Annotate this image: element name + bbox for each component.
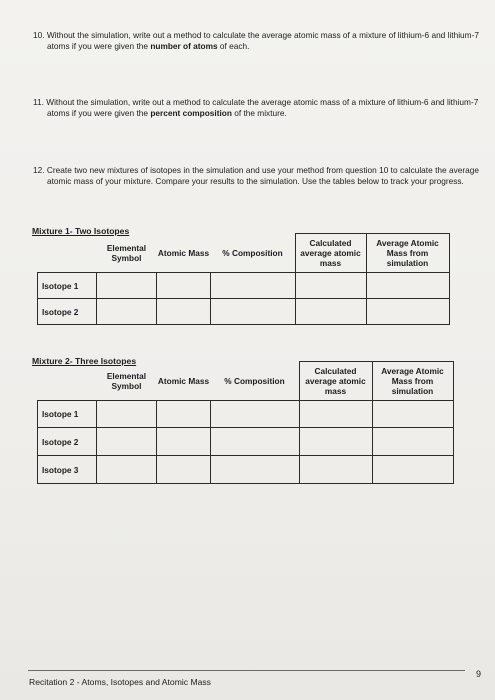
percent-composition-cell[interactable] bbox=[211, 456, 300, 484]
elemental-symbol-cell[interactable] bbox=[97, 401, 157, 428]
question-12 bbox=[33, 165, 479, 186]
header-average-from-simulation: Average Atomic Mass from simulation bbox=[372, 362, 453, 401]
header-blank-cell bbox=[38, 234, 97, 273]
mixture-1-table bbox=[37, 233, 450, 325]
atomic-mass-cell[interactable] bbox=[157, 299, 211, 325]
question-10 bbox=[33, 30, 479, 51]
simulation-average-cell[interactable] bbox=[366, 299, 449, 325]
question-11-text: Without the simulation, write out a method to calculate the average atomic mass of a mixture of lithium-6 and lithium-7 atoms if you were given the bbox=[46, 97, 479, 118]
mixture-1-row-1 bbox=[38, 273, 450, 299]
row-label: Isotope 3 bbox=[38, 456, 97, 484]
elemental-symbol-cell[interactable] bbox=[97, 428, 157, 456]
question-11-bold: percent composition bbox=[150, 107, 232, 118]
percent-composition-cell[interactable] bbox=[211, 428, 300, 456]
row-label: Isotope 2 bbox=[38, 299, 97, 325]
simulation-average-cell[interactable] bbox=[372, 456, 453, 484]
mixture-2-row-2 bbox=[38, 428, 454, 456]
atomic-mass-cell[interactable] bbox=[157, 428, 211, 456]
mixture-2-row-3 bbox=[38, 456, 454, 484]
calculated-average-cell[interactable] bbox=[299, 428, 372, 456]
percent-composition-cell[interactable] bbox=[211, 273, 296, 299]
elemental-symbol-cell[interactable] bbox=[97, 273, 157, 299]
question-10-number: 10. bbox=[33, 30, 45, 40]
header-average-from-simulation: Average Atomic Mass from simulation bbox=[366, 234, 449, 273]
row-label: Isotope 1 bbox=[38, 401, 97, 428]
calculated-average-cell[interactable] bbox=[295, 299, 366, 325]
header-calculated-average: Calculated average atomic mass bbox=[299, 362, 372, 401]
mixture-2-row-1 bbox=[38, 401, 454, 428]
header-elemental-symbol: Elemental Symbol bbox=[97, 362, 157, 401]
percent-composition-cell[interactable] bbox=[211, 299, 296, 325]
simulation-average-cell[interactable] bbox=[366, 273, 449, 299]
question-11 bbox=[33, 97, 479, 118]
header-calculated-average: Calculated average atomic mass bbox=[295, 234, 366, 273]
footer-divider bbox=[28, 670, 465, 671]
question-10-text-end: of each. bbox=[217, 40, 250, 51]
mixture-1-header-row bbox=[38, 234, 450, 273]
calculated-average-cell[interactable] bbox=[295, 273, 366, 299]
question-12-text: Create two new mixtures of isotopes in the simulation and use your method from question 10 to calculate the average atomic mass of your mixture. Compare your results to the simulation. Use the tables below to track your progress. bbox=[46, 165, 479, 186]
mixture-2-header-row bbox=[38, 362, 454, 401]
elemental-symbol-cell[interactable] bbox=[97, 456, 157, 484]
question-12-number: 12. bbox=[33, 165, 45, 175]
mixture-1-row-2 bbox=[38, 299, 450, 325]
header-atomic-mass: Atomic Mass bbox=[157, 362, 211, 401]
calculated-average-cell[interactable] bbox=[299, 456, 372, 484]
row-label: Isotope 1 bbox=[38, 273, 97, 299]
atomic-mass-cell[interactable] bbox=[157, 273, 211, 299]
percent-composition-cell[interactable] bbox=[211, 401, 300, 428]
mixture-2-caption: Mixture 2- Three Isotopes bbox=[32, 356, 137, 366]
page-number: 9 bbox=[476, 669, 482, 679]
question-10-bold: number of atoms bbox=[150, 40, 218, 51]
question-11-number: 11. bbox=[33, 97, 44, 107]
header-percent-composition: % Composition bbox=[211, 234, 296, 273]
footer-title: Recitation 2 - Atoms, Isotopes and Atomic Mass bbox=[29, 677, 211, 687]
row-label: Isotope 2 bbox=[38, 428, 97, 456]
calculated-average-cell[interactable] bbox=[299, 401, 372, 428]
simulation-average-cell[interactable] bbox=[372, 428, 453, 456]
mixture-1-caption: Mixture 1- Two Isotopes bbox=[32, 226, 130, 236]
elemental-symbol-cell[interactable] bbox=[97, 299, 157, 325]
header-percent-composition: % Composition bbox=[211, 362, 300, 401]
mixture-2-table bbox=[37, 361, 454, 484]
atomic-mass-cell[interactable] bbox=[157, 456, 211, 484]
header-blank-cell bbox=[38, 362, 97, 401]
question-10-text: Without the simulation, write out a method to calculate the average atomic mass of a mixture of lithium-6 and lithium-7 atoms if you were given the bbox=[46, 30, 479, 51]
atomic-mass-cell[interactable] bbox=[157, 401, 211, 428]
header-elemental-symbol: Elemental Symbol bbox=[97, 234, 157, 273]
question-11-text-end: of the mixture. bbox=[231, 107, 287, 118]
simulation-average-cell[interactable] bbox=[372, 401, 453, 428]
header-atomic-mass: Atomic Mass bbox=[157, 234, 211, 273]
